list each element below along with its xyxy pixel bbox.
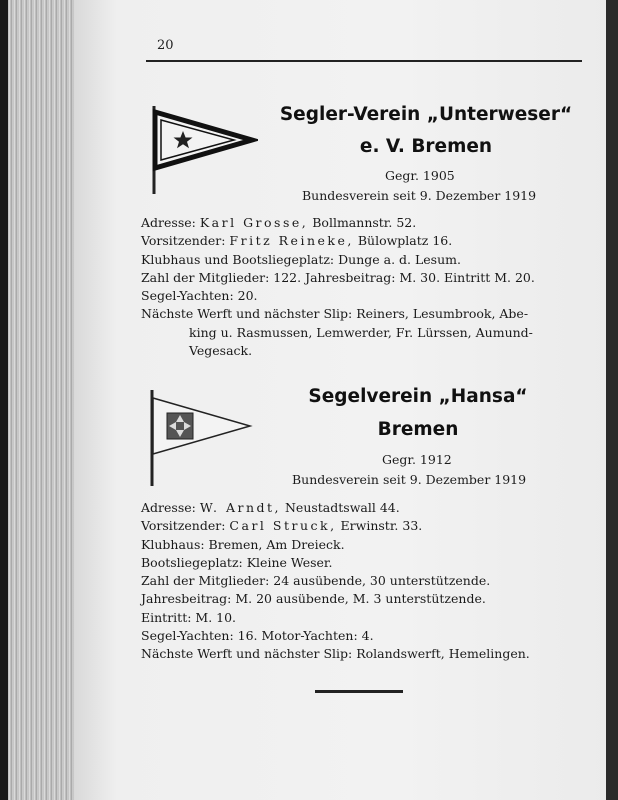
club1-clubhouse-line: Klubhaus und Bootsliegeplatz: Dunge a. d. Lesum. <box>141 251 461 267</box>
club2-berth-line: Bootsliegeplatz: Kleine Weser. <box>141 554 333 570</box>
chair-name: Fritz Reineke, <box>229 233 354 249</box>
address-name: Karl Grosse, <box>199 215 309 230</box>
club1-federation: Bundesverein seit 9. Dezember 1919 <box>302 188 537 203</box>
club1-title: Segler-Verein „Unterweser“ <box>279 104 573 125</box>
club1-shipyard-line-2: king u. Rasmussen, Lemwerder, Fr. Lürssen, Aumund- <box>189 324 533 340</box>
club1-address-line <box>141 214 535 232</box>
club1-shipyard-line-3: Vegesack. <box>189 343 253 359</box>
address-label: Adresse: <box>141 500 196 515</box>
club2-title: Segelverein „Hansa“ <box>308 386 528 407</box>
club1-yachts-line: Segel-Yachten: 20. <box>141 288 258 304</box>
club2-founded: Gegr. 1912 <box>382 452 452 467</box>
address-label: Adresse: <box>141 215 196 230</box>
club2-address-line <box>141 499 530 517</box>
club1-members-line: Zahl der Mitglieder: 122. Jahresbeitrag: M. 30. Eintritt M. 20. <box>141 269 535 285</box>
club2-subtitle: Bremen <box>377 419 459 440</box>
club2-entry-line: Eintritt: M. 10. <box>141 609 237 625</box>
club2-chair-line <box>141 517 530 535</box>
club2-details <box>141 499 530 664</box>
chair-label: Vorsitzender: <box>141 518 226 534</box>
club1-subtitle: e. V. Bremen <box>359 136 493 157</box>
page-number: 20 <box>157 38 174 53</box>
club2-clubhouse-line: Klubhaus: Bremen, Am Dreieck. <box>141 536 345 552</box>
chair-name: Carl Struck, <box>229 518 337 534</box>
club1-details <box>141 214 535 360</box>
club2-shipyard-line: Nächste Werft und nächster Slip: Rolandswerft, Hemelingen. <box>141 646 530 662</box>
club1-chair-line <box>141 232 535 250</box>
header-rule <box>146 60 582 62</box>
club-pennant-star-icon <box>148 104 258 196</box>
address-value: Bollmannstr. 52. <box>312 215 417 230</box>
club2-dues-line: Jahresbeitrag: M. 20 ausübende, M. 3 unterstützende. <box>141 591 486 607</box>
club1-shipyard-line: Nächste Werft und nächster Slip: Reiners, Lesumbrook, Abe- <box>141 306 529 322</box>
chair-value: Bülowplatz 16. <box>357 233 453 249</box>
club2-members-line: Zahl der Mitglieder: 24 ausübende, 30 unterstützende. <box>141 573 491 589</box>
footer-rule <box>315 690 403 693</box>
club-pennant-cross-icon <box>146 388 256 488</box>
chair-value: Erwinstr. 33. <box>340 518 423 534</box>
club2-yachts-line: Segel-Yachten: 16. Motor-Yachten: 4. <box>141 628 374 644</box>
club2-federation: Bundesverein seit 9. Dezember 1919 <box>292 472 527 487</box>
chair-label: Vorsitzender: <box>141 233 226 249</box>
club1-founded: Gegr. 1905 <box>385 168 455 183</box>
address-name: W. Arndt, <box>199 500 281 515</box>
address-value: Neustadtswall 44. <box>284 500 400 515</box>
page-gutter-shadow <box>606 0 618 800</box>
